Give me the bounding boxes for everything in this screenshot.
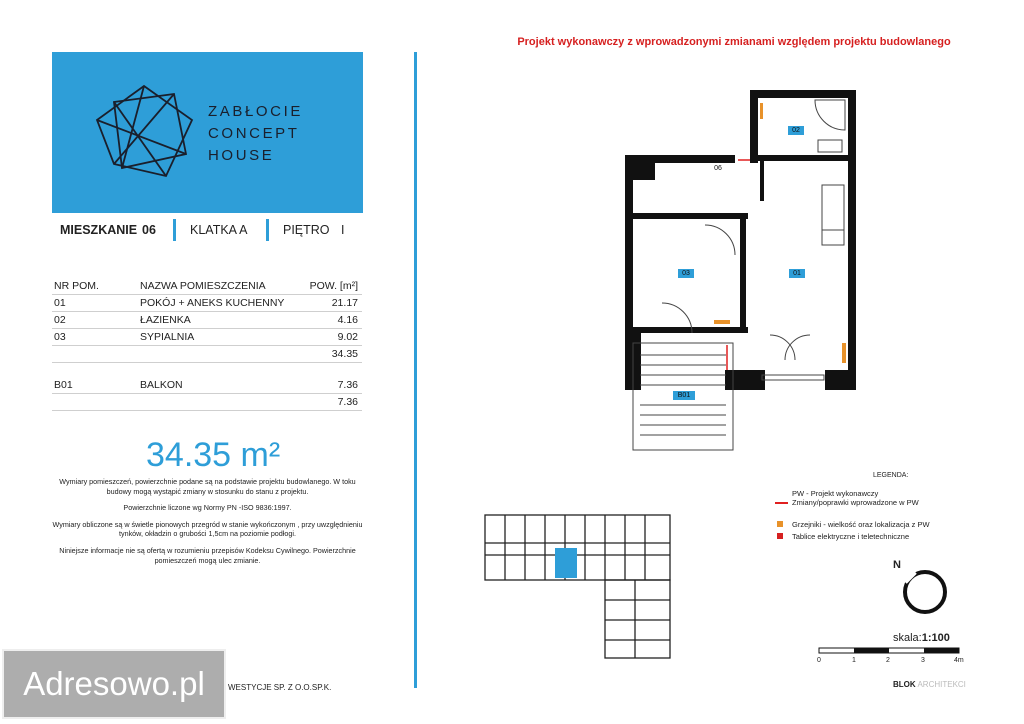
cube-icon <box>92 80 202 180</box>
header-nr: NR POM. <box>54 280 99 292</box>
header-note: Projekt wykonawczy z wprowadzonymi zmianami względem projektu budowlanego <box>517 36 951 48</box>
room-nr: 01 <box>54 297 66 309</box>
floor-label: PIĘTRO <box>283 223 330 237</box>
legend-changes: Zmiany/poprawki wprowadzone w PW <box>792 498 919 507</box>
table-row <box>52 329 362 346</box>
balcony-area: 7.36 <box>337 379 358 391</box>
architect-bold: BLOK <box>893 680 916 689</box>
room-tag-02: 02 <box>788 126 804 135</box>
floor-plan <box>600 85 870 455</box>
staircase-label: KLATKA A <box>190 223 248 237</box>
room-tag-03: 03 <box>678 269 694 278</box>
table-row <box>52 312 362 329</box>
note-2: Powierzchnie liczone wg Normy PN -ISO 9836:1997. <box>123 503 292 513</box>
room-name: ŁAZIENKA <box>140 314 191 326</box>
legend-pw: PW - Projekt wykonawczy <box>792 489 879 498</box>
scale-value: 1:100 <box>921 632 950 644</box>
header-area: POW. [m²] <box>309 280 358 292</box>
compass-label: N <box>893 559 901 571</box>
separator <box>266 219 269 241</box>
separator <box>173 219 176 241</box>
scale-tick: 0 <box>817 657 821 664</box>
balcony-name: BALKON <box>140 379 183 391</box>
note-1: Wymiary pomieszczeń, powierzchnie podane są na podstawie projektu budowlanego. W toku budowy mogą wystąpić zmiany w stosunku do stanu z projektu. <box>59 477 356 496</box>
building-key-plan <box>480 510 690 662</box>
note-3: Wymiary obliczone są w świetle pionowych przegród w stanie wykończonym , przy uwzględnieniu tynków, okładzin o grubości 1,5cm na poziomie podłogi. <box>52 519 363 539</box>
investor-text: WESTYCJE SP. Z O.O.SP.K. <box>228 683 332 692</box>
apartment-info-bar <box>52 219 363 243</box>
vertical-divider <box>414 52 417 688</box>
scale-tick: 3 <box>921 657 925 664</box>
architect-light: ARCHITEKCI <box>917 680 966 689</box>
apartment-number: 06 <box>142 223 156 237</box>
balcony-total: 7.36 <box>337 396 358 408</box>
legend-radiators: Grzejniki - wielkość oraz lokalizacja z PW <box>792 520 930 529</box>
table-row <box>52 377 362 394</box>
room-name: POKÓJ + ANEKS KUCHENNY <box>140 297 285 309</box>
architect-logo <box>893 680 966 689</box>
scale-bar <box>818 646 963 656</box>
scale-tick: 4m <box>954 657 964 664</box>
room-nr: 02 <box>54 314 66 326</box>
room-table <box>52 278 362 411</box>
compass-icon <box>901 568 949 616</box>
table-header <box>52 278 362 295</box>
notes <box>52 477 363 572</box>
scale-label <box>893 632 950 644</box>
logo-line-3: HOUSE <box>208 147 275 164</box>
legend-title: LEGENDA: <box>873 472 909 479</box>
note-4: Niniejsze informacje nie są ofertą w rozumieniu przepisów Kodeksu Cywilnego. Powierzchnie pomieszczeń mogą ulec zmianie. <box>59 545 356 565</box>
floor-value: I <box>341 223 345 237</box>
total-area: 34.35 m² <box>146 436 281 474</box>
room-nr: 03 <box>54 331 66 343</box>
table-row <box>52 295 362 312</box>
watermark[interactable]: Adresowo.pl <box>2 649 226 719</box>
rooms-total: 34.35 <box>331 348 358 360</box>
room-tag-B01: B01 <box>673 391 695 400</box>
room-area: 9.02 <box>337 331 358 343</box>
legend-panels-swatch <box>777 533 783 539</box>
room-tag-01: 01 <box>789 269 805 278</box>
scale-text: skala: <box>893 632 922 644</box>
room-name: SYPIALNIA <box>140 331 195 343</box>
logo-line-1: ZABŁOCIE <box>208 103 303 120</box>
room-area: 4.16 <box>337 314 358 326</box>
apartment-label: MIESZKANIE <box>60 223 138 237</box>
legend-panels: Tablice elektryczne i teletechniczne <box>792 532 910 541</box>
room-area: 21.17 <box>331 297 358 309</box>
logo-text <box>208 101 303 167</box>
scale-tick: 1 <box>852 657 856 664</box>
logo-line-2: CONCEPT <box>208 125 300 142</box>
legend-radiators-swatch <box>777 521 783 527</box>
legend-changes-swatch <box>775 502 788 504</box>
header-name: NAZWA POMIESZCZENIA <box>140 280 266 292</box>
table-row-total <box>52 346 362 363</box>
balcony-nr: B01 <box>54 379 73 391</box>
table-row-total <box>52 394 362 411</box>
room-tag-06: 06 <box>714 165 722 172</box>
scale-tick: 2 <box>886 657 890 664</box>
